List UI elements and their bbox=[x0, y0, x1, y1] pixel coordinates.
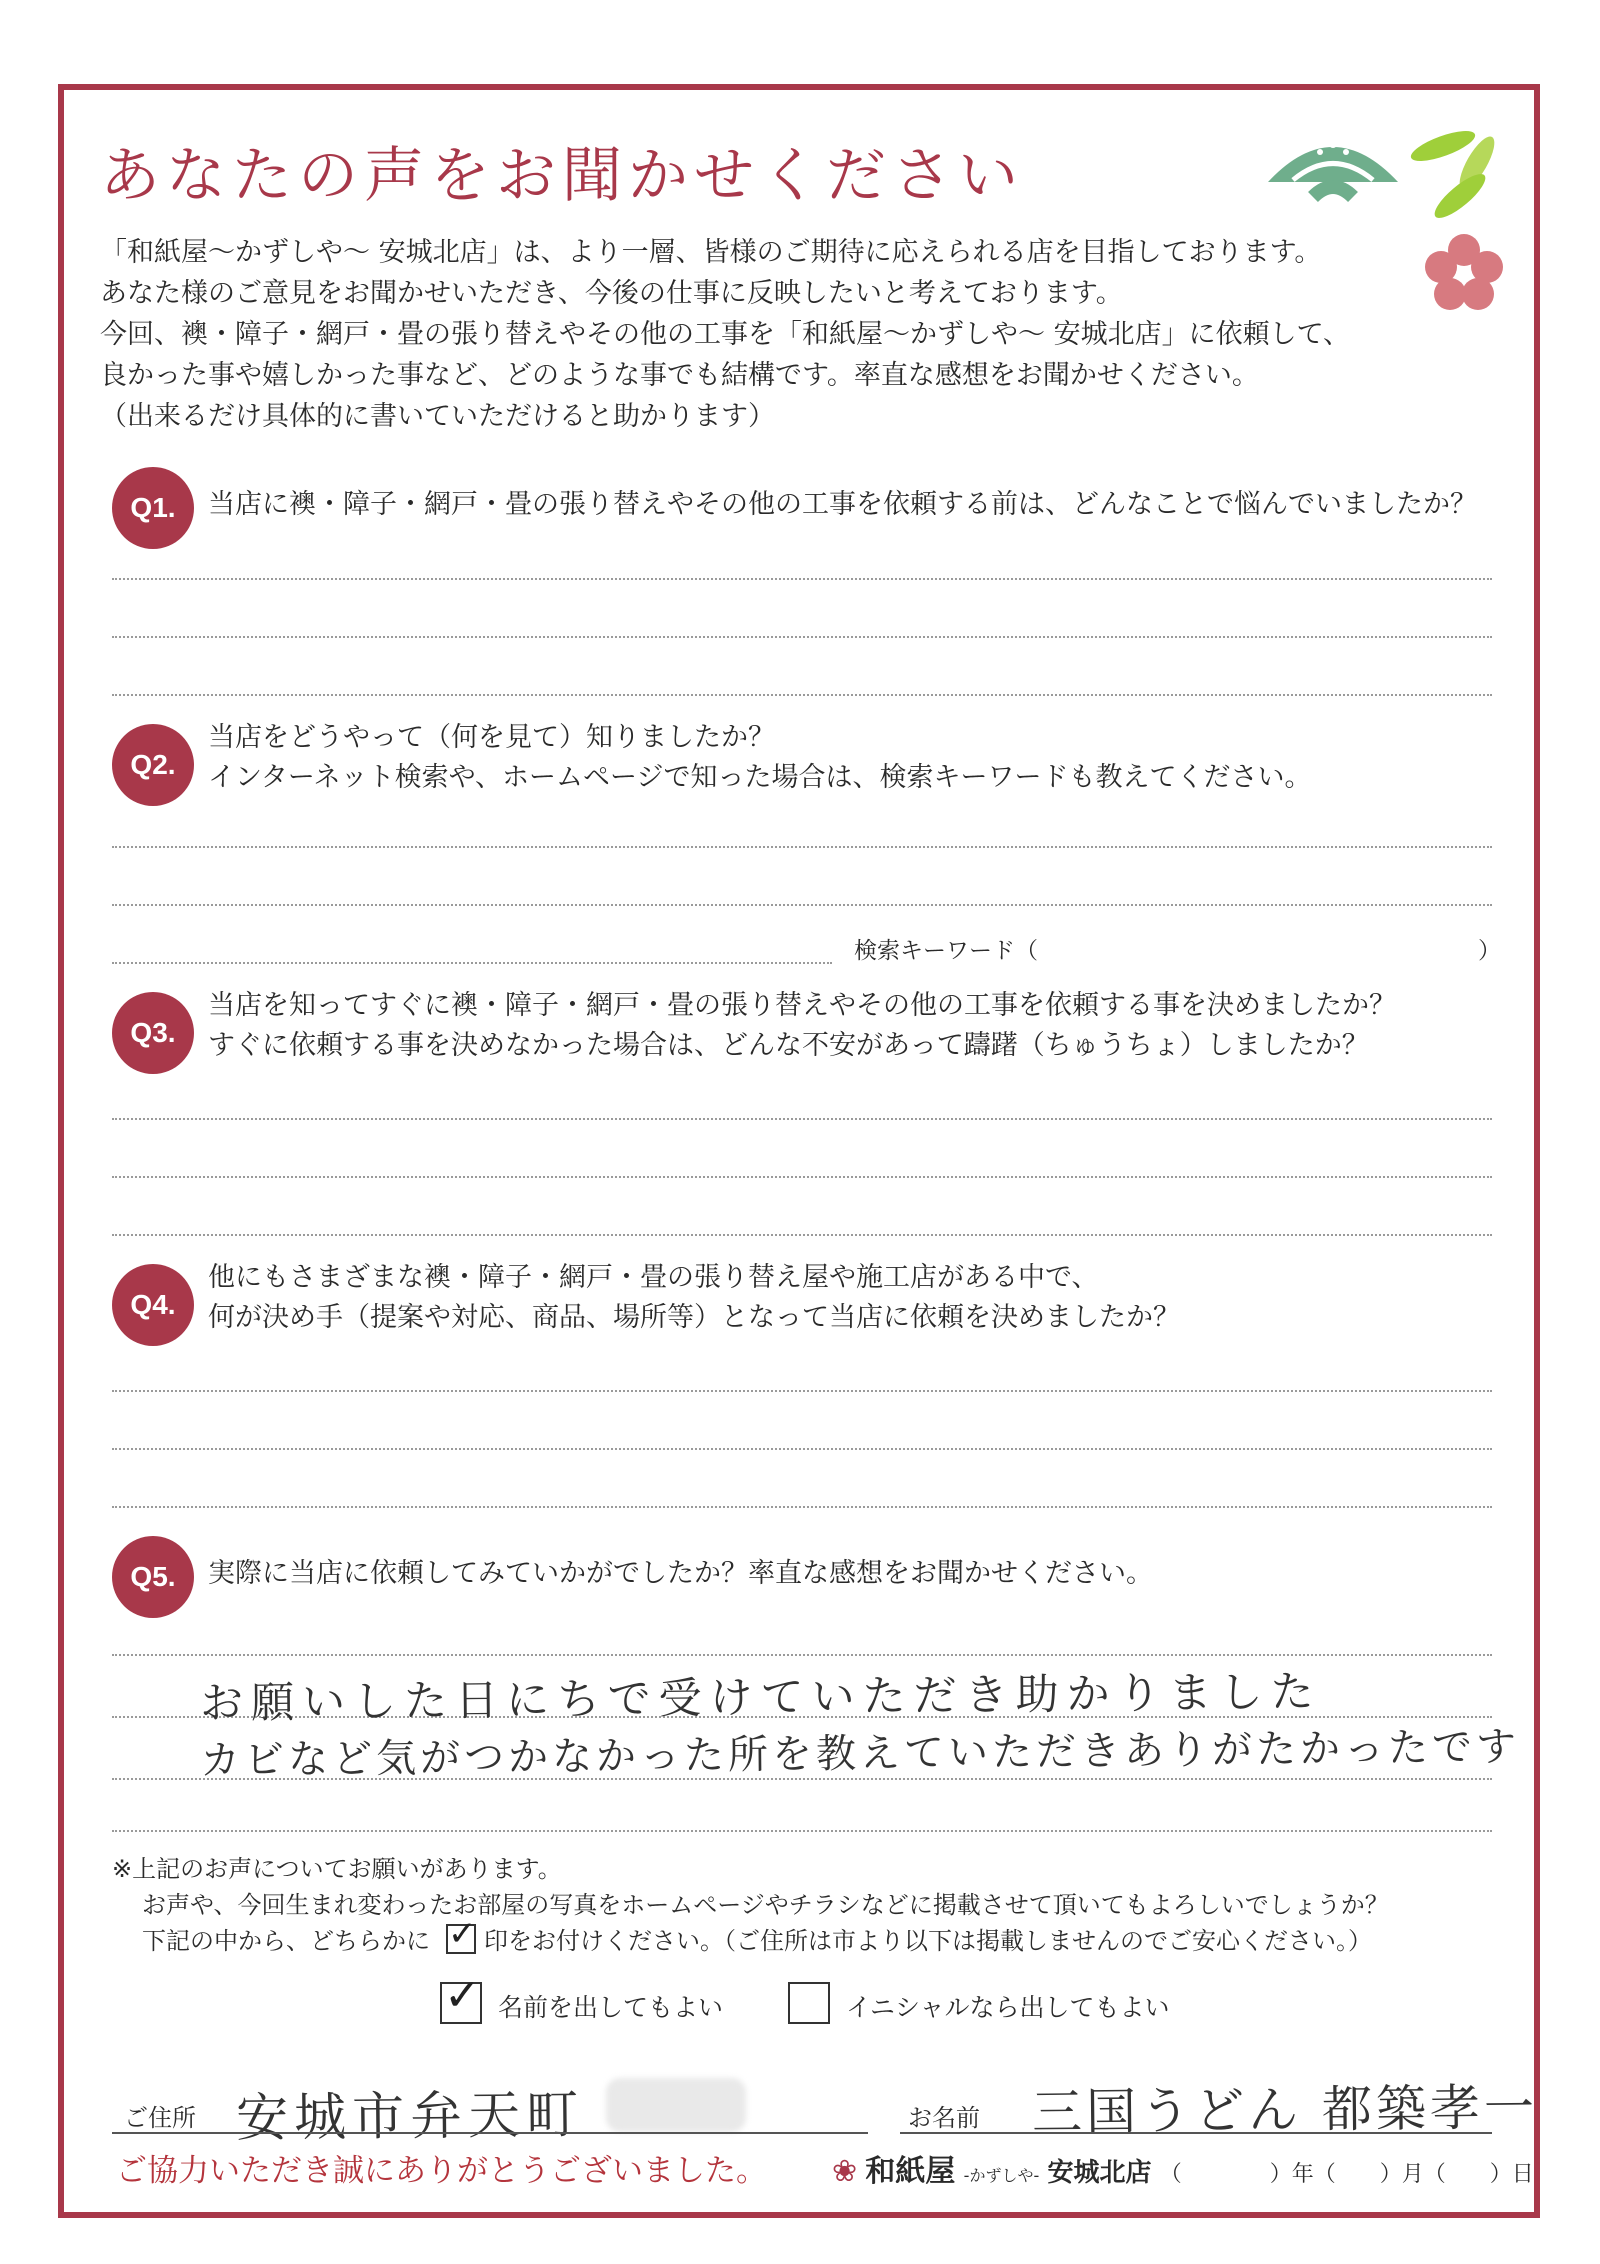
answer-line[interactable] bbox=[112, 1234, 1492, 1236]
intro-line: 良かった事や嬉しかった事など、どのような事でも結構です。率直な感想をお聞かせください。 bbox=[100, 360, 1259, 391]
option-initial-checkbox[interactable] bbox=[788, 1982, 830, 2024]
answer-line[interactable] bbox=[112, 846, 1492, 848]
q3-text-2: すぐに依頼する事を決めなかった場合は、どんな不安があって躊躇（ちゅうちょ）しましたか？ bbox=[208, 1030, 1369, 1061]
answer-line[interactable] bbox=[112, 1176, 1492, 1178]
address-input-line[interactable] bbox=[112, 2132, 868, 2134]
intro-line: 今回、襖・障子・網戸・畳の張り替えやその他の工事を「和紙屋〜かずしや〜 安城北店」に依頼して、 bbox=[100, 319, 1351, 350]
checkmark-icon: ✓ bbox=[444, 1970, 481, 2021]
notice-line: 下記の中から、どちらかに bbox=[142, 1927, 430, 1955]
intro-line: あなた様のご意見をお聞かせいただき、今後の仕事に反映したいと考えております。 bbox=[100, 278, 1123, 309]
name-input-line[interactable] bbox=[900, 2132, 1492, 2134]
address-label: ご住所 bbox=[124, 2104, 196, 2132]
address-value: 安城市弁天町 bbox=[235, 2085, 585, 2149]
page-title: あなたの声をお聞かせください bbox=[100, 141, 1024, 211]
footer bbox=[832, 2146, 1534, 2190]
answer-line[interactable] bbox=[112, 1390, 1492, 1392]
answer-line[interactable] bbox=[112, 1830, 1492, 1832]
answer-line[interactable] bbox=[112, 962, 832, 964]
notice-heading: ※上記のお声についてお願いがあります。 bbox=[112, 1855, 562, 1883]
answer-line[interactable] bbox=[112, 694, 1492, 696]
answer-line[interactable] bbox=[112, 1118, 1492, 1120]
notice-line: 印をお付けください。（ご住所は市より以下は掲載しませんのでご安心ください。） bbox=[484, 1927, 1372, 1955]
q1-badge: Q1. bbox=[112, 467, 194, 549]
option-name-label: 名前を出してもよい bbox=[498, 1993, 724, 2022]
q4-text-2: 何が決め手（提案や対応、商品、場所等）となって当店に依頼を決めましたか？ bbox=[208, 1302, 1180, 1333]
intro-line: （出来るだけ具体的に書いていただけると助かります） bbox=[100, 401, 775, 432]
answer-line[interactable] bbox=[112, 1506, 1492, 1508]
q2-badge: Q2. bbox=[112, 724, 194, 806]
notice-line: お声や、今回生まれ変わったお部屋の写真をホームページやチラシなどに掲載させて頂いてもよろしいでしょうか？ bbox=[142, 1891, 1389, 1919]
q5-badge: Q5. bbox=[112, 1536, 194, 1618]
q3-badge: Q3. bbox=[112, 992, 194, 1074]
store-name: 安城北店 bbox=[1047, 2158, 1152, 2188]
pine-icon bbox=[1258, 122, 1408, 212]
q1-text: 当店に襖・障子・網戸・畳の張り替えやその他の工事を依頼する前は、どんなことで悩んでいましたか？ bbox=[208, 489, 1477, 520]
handwritten-answer-line-1: お願いした日にちで受けていただき助かりました bbox=[199, 1667, 1322, 1729]
bamboo-leaf-icon bbox=[1405, 118, 1510, 218]
thanks-message: ご協力いただき誠にありがとうございました。 bbox=[116, 2153, 767, 2189]
q2-text-1: 当店をどうやって（何を見て）知りましたか？ bbox=[208, 722, 775, 753]
brand-name: 和紙屋 bbox=[865, 2154, 956, 2189]
answer-line[interactable] bbox=[112, 578, 1492, 580]
brand-sub: -かずしや- bbox=[963, 2166, 1040, 2185]
redacted-address bbox=[606, 2078, 746, 2132]
date-field[interactable]: （ ）年（ ）月（ ）日 bbox=[1159, 2162, 1534, 2187]
q4-text-1: 他にもさまざまな襖・障子・網戸・畳の張り替え屋や施工店がある中で、 bbox=[208, 1262, 1099, 1293]
answer-line[interactable] bbox=[112, 1654, 1492, 1656]
keyword-close: ） bbox=[1478, 938, 1501, 964]
q5-text: 実際に当店に依頼してみていかがでしたか？率直な感想をお聞かせください。 bbox=[208, 1558, 1153, 1589]
answer-line[interactable] bbox=[112, 636, 1492, 638]
name-label: お名前 bbox=[908, 2104, 980, 2132]
intro-text bbox=[100, 232, 1420, 437]
flower-logo-icon: ❀ bbox=[832, 2154, 858, 2189]
plum-blossom-icon bbox=[1422, 232, 1506, 316]
q4-badge: Q4. bbox=[112, 1264, 194, 1346]
handwritten-answer-line-2: カビなど気がつかなかった所を教えていただきありがたかったです bbox=[199, 1724, 1521, 1784]
q2-text-2: インターネット検索や、ホームページで知った場合は、検索キーワードも教えてください。 bbox=[208, 762, 1312, 793]
checkmark-icon: ✓ bbox=[448, 1914, 477, 1954]
keyword-label: 検索キーワード（ bbox=[854, 938, 1038, 964]
answer-line[interactable] bbox=[112, 1448, 1492, 1450]
option-initial-label: イニシャルなら出してもよい bbox=[846, 1993, 1170, 2022]
answer-line[interactable] bbox=[112, 904, 1492, 906]
q3-text-1: 当店を知ってすぐに襖・障子・網戸・畳の張り替えやその他の工事を依頼する事を決めましたか？ bbox=[208, 990, 1396, 1021]
name-value: 三国うどん 都築孝一 bbox=[1031, 2078, 1539, 2142]
intro-line: 「和紙屋〜かずしや〜 安城北店」は、より一層、皆様のご期待に応えられる店を目指しております。 bbox=[100, 237, 1322, 268]
